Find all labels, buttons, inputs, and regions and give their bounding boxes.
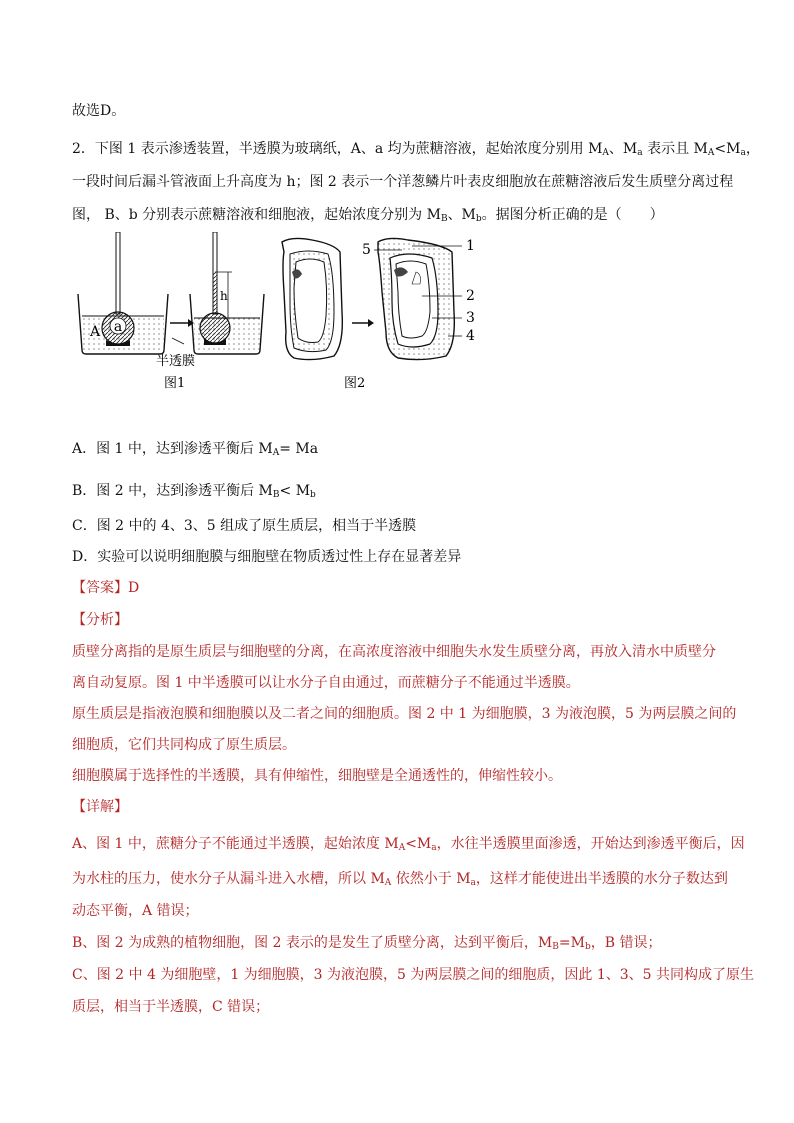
fig2-arrow	[352, 319, 374, 327]
fig1-label-h: h	[220, 289, 228, 303]
analysis-line-5: 细胞膜属于选择性的半透膜，具有伸缩性，细胞壁是全通透性的，伸缩性较小。	[72, 768, 562, 784]
fig2-cell-plasmolyzed	[378, 238, 454, 359]
analysis-line-3: 原生质层是指液泡膜和细胞膜以及二者之间的细胞质。图 2 中 1 为细胞膜，3 为液泡膜，5 为两层膜之间的	[72, 706, 737, 722]
osmosis-figure	[72, 232, 492, 398]
question-line-3: 图， B、b 分别表示蔗糖溶液和细胞液，起始浓度分别为 $M_B$、$M_b$。据图分析正确的是（ ）	[72, 207, 664, 224]
fig2-cell-initial	[282, 238, 342, 359]
analysis-line-4: 细胞质，它们共同构成了原生质层。	[72, 737, 296, 753]
fig1-label-A: A	[90, 324, 101, 340]
fig1-caption: 图1	[164, 376, 186, 391]
option-d: D．实验可以说明细胞膜与细胞壁在物质透过性上存在显著差异	[72, 549, 462, 565]
fig1-beaker-initial	[78, 232, 168, 354]
analysis-line-2: 离自动复原。图 1 中半透膜可以让水分子自由通过，而蔗糖分子不能通过半透膜。	[72, 675, 580, 691]
question-line-1: 2．下图 1 表示渗透装置，半透膜为玻璃纸，A、a 均为蔗糖溶液，起始浓度分别用 $M_A$、$M_a$ 表示且 $M_A<M_a$，	[72, 141, 760, 158]
question-line-2: 一段时间后漏斗管液面上升高度为 h；图 2 表示一个洋葱鳞片叶表皮细胞放在蔗糖溶液后发生质壁分离过程	[72, 174, 734, 190]
analysis-heading: 【分析】	[72, 612, 128, 628]
detail-line-6: 质层，相当于半透膜，C 错误；	[72, 999, 270, 1015]
membrane-label: 半透膜	[156, 354, 196, 369]
fig2-label-1: 1	[466, 238, 475, 254]
detail-line-2: 为水柱的压力，使水分子从漏斗进入水槽，所以 $M_A$ 依然小于 $M_a$，这样才能使进出半透膜的水分子数达到	[72, 871, 728, 888]
fig2-caption: 图2	[344, 376, 366, 391]
option-a: A．图 1 中，达到渗透平衡后 $M_A= Ma$	[72, 441, 319, 458]
intro-text: 故选D。	[72, 103, 126, 119]
option-c: C．图 2 中的 4、3、5 组成了原生质层，相当于半透膜	[72, 518, 417, 534]
fig1-label-a: a	[113, 319, 123, 335]
detail-line-5: C、图 2 中 4 为细胞壁，1 为细胞膜，3 为液泡膜，5 为两层膜之间的细胞质，因此 1、3、5 共同构成了原生	[72, 967, 755, 983]
fig2-label-3: 3	[466, 310, 475, 326]
detail-line-3: 动态平衡，A 错误；	[72, 903, 199, 919]
fig2-label-5: 5	[362, 242, 371, 258]
analysis-line-1: 质壁分离指的是原生质层与细胞壁的分离，在高浓度溶液中细胞失水发生质壁分离，再放入清水中质壁分	[72, 644, 716, 660]
option-b: B．图 2 中，达到渗透平衡后 $M_B< M_b$	[72, 483, 316, 500]
fig2-label-4: 4	[466, 328, 475, 344]
fig1-beaker-equilibrium	[156, 232, 264, 369]
detail-line-4: B、图 2 为成熟的植物细胞，图 2 表示的是发生了质壁分离，达到平衡后，$M_B=M_b$，B 错误；	[72, 935, 662, 952]
detail-line-1: A、图 1 中，蔗糖分子不能通过半透膜，起始浓度 $M_A<M_a$，水往半透膜里面渗透，开始达到渗透平衡后，因	[72, 836, 745, 853]
fig1-arrow	[170, 319, 194, 327]
fig2-label-2: 2	[466, 288, 475, 304]
answer: 【答案】D	[72, 580, 140, 596]
detail-heading: 【详解】	[72, 799, 128, 815]
